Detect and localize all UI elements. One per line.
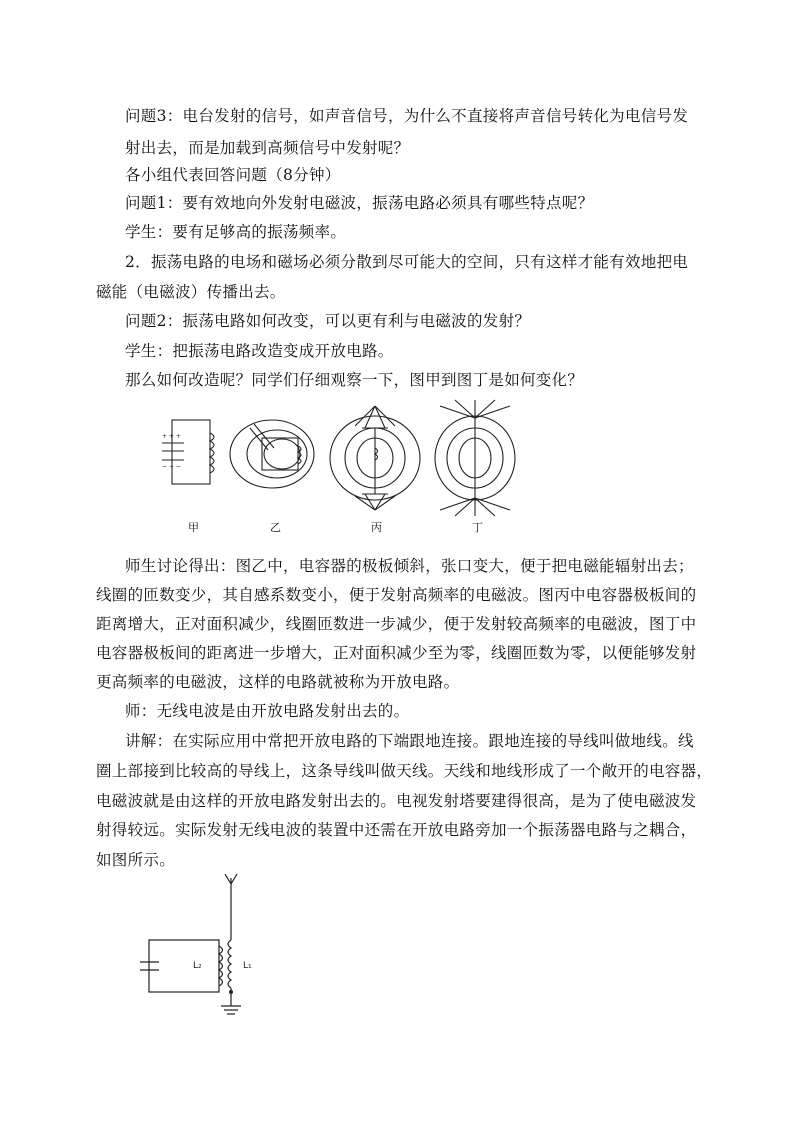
question3-line2: 射出去，而是加载到高频信号中发射呢？ [125,139,410,157]
question1-line: 问题1：要有效地向外发射电磁波，振荡电路必须具有哪些特点呢？ [125,194,594,212]
figure-yi [230,420,314,488]
label-l1: L₁ [243,961,252,971]
figure-antenna-circuit [135,870,265,1020]
student-answer-2: 学生：把振荡电路改造变成开放电路。 [125,342,394,360]
discussion-line4: 电容器极板间的距离进一步增大，正对面积减少至为零，线圈匝数为零，以便能够发射 [96,644,697,662]
figure-open-circuit-evolution [150,398,530,538]
svg-text:+ + +: + + + [162,433,181,440]
discussion-line2: 线圈的匝数变少，其自感系数变小，便于发射高频率的电磁波。图丙中电容器极板间的 [96,586,697,604]
discussion-line5: 更高频率的电磁波，这样的电路就被称为开放电路。 [96,673,460,691]
figure-jia [162,420,214,484]
discussion-line1: 师生讨论得出：图乙中，电容器的极板倾斜，张口变大，便于把电磁能辐射出去； [125,557,694,575]
label-l2: L₂ [193,961,202,971]
question2-line: 问题2：振荡电路如何改变，可以更有利与电磁波的发射？ [125,312,531,330]
figure-bing [330,406,420,510]
question3-line1: 问题3：电台发射的信号，如声音信号，为什么不直接将声音信号转化为电信号发 [125,107,689,125]
explanation-line2: 圈上部接到比较高的导线上，这条导线叫做天线。天线和地线形成了一个敞开的电容器， [96,762,713,780]
explanation-line4: 射得较远。实际发射无线电波的装置中还需在开放电路旁加一个振荡器电路与之耦合， [96,821,697,839]
caption-bing: 丙 [371,521,382,534]
explanation-line5: 如图所示。 [96,851,176,869]
teacher-line: 师：无线电波是由开放电路发射出去的。 [125,702,410,720]
svg-text:− − −: − − − [162,463,181,470]
student-answer-1: 学生：要有足够高的振荡频率。 [125,223,347,241]
caption-jia: 甲 [188,521,199,534]
point2-line1: 2．振荡电路的电场和磁场必须分散到尽可能大的空间，只有这样才能有效地把电 [125,253,689,271]
observe-prompt: 那么如何改造呢？同学们仔细观察一下，图甲到图丁是如何变化？ [125,371,584,389]
point2-line2: 磁能（电磁波）传播出去。 [96,283,286,301]
caption-ding: 丁 [472,521,483,534]
caption-yi: 乙 [270,521,281,534]
ground-icon [221,1006,241,1014]
group-answer-line: 各小组代表回答问题（8分钟） [125,166,341,184]
figure-ding [435,400,515,516]
explanation-line1: 讲解：在实际应用中常把开放电路的下端跟地连接。跟地连接的导线叫做地线。线 [125,732,694,750]
explanation-line3: 电磁波就是由这样的开放电路发射出去的。电视发射塔要建得很高，是为了使电磁波发 [96,792,697,810]
discussion-line3: 距离增大，正对面积减少，线圈匝数进一步减少，便于发射较高频率的电磁波，图丁中 [96,615,697,633]
